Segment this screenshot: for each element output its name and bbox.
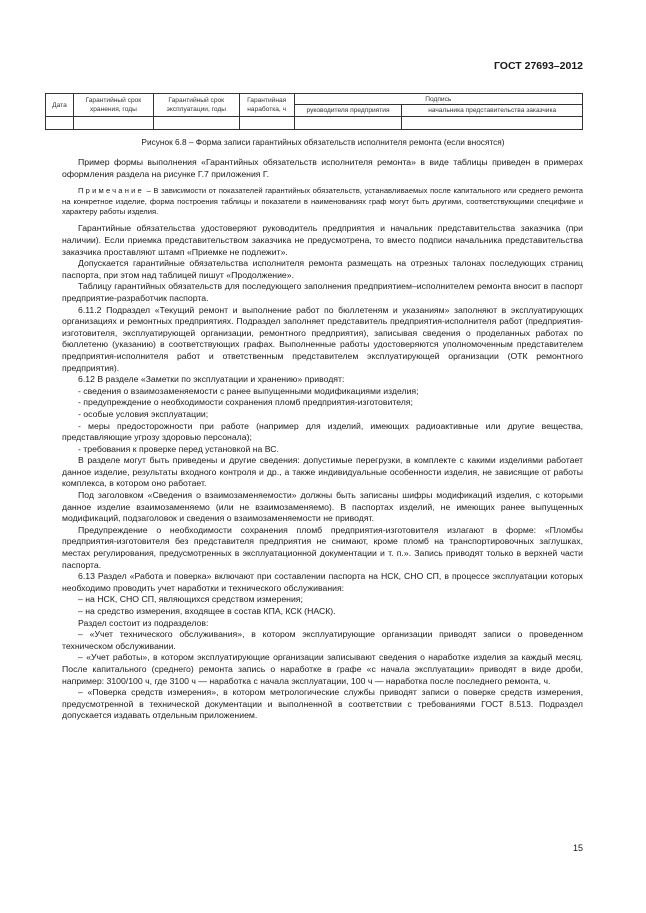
- list-item: – «Учет технического обслуживания», в котором эксплуатирующие организации приводят записи о проведенном техническом обслуживании.: [62, 629, 583, 651]
- paragraph: 6.13 Раздел «Работа и поверка» включают при составлении паспорта на НСК, СНО СП, в процессе эксплуатации которых необходимо проводить учет наработки и технического обслуживания:: [62, 571, 583, 593]
- note-label: Примечание: [78, 186, 144, 196]
- list-item: - предупреждение о необходимости сохранения пломб предприятия-изготовителя;: [78, 397, 413, 408]
- table-cell: [153, 117, 239, 130]
- table-cell: [239, 117, 294, 130]
- list-item: - сведения о взаимозаменяемости с ранее выпущенными модификациями изделия;: [78, 385, 419, 396]
- paragraph: 6.12 В разделе «Заметки по эксплуатации и хранению» приводят:: [78, 374, 345, 385]
- list-item: – на средство измерения, входящее в состав КПА, КСК (НАСК).: [78, 606, 336, 616]
- list-item: - особые условия эксплуатации;: [78, 408, 209, 419]
- paragraph: Таблицу гарантийных обязательств для последующего заполнения предприятием–исполнителем ремонта вносит в паспорт предприятие-разработчик паспорта.: [62, 281, 583, 303]
- table-cell: [73, 117, 153, 130]
- paragraph: Под заголовком «Сведения о взаимозаменяемости» должны быть записаны шифры модификаций изделия, с которыми данное изделие взаимозаменяемо (или не взаимозаменяемо). В паспортах изделий, не имеющих ранее выпущенных модификаций, подзаголовок и сведения о взаимозаменяемости не приводят.: [62, 490, 583, 524]
- table-cell: [402, 117, 583, 130]
- col-date-header: Дата: [46, 94, 74, 117]
- body-text: [62, 157, 583, 722]
- list-item: – «Поверка средств измерения», в котором метрологические службы приводят записи о поверке средств измерения, предусмотренной в технической документации и выполненной в соответствии с требованиями ГОСТ 8.513. Подраздел допускается издавать отдельным приложением.: [62, 687, 583, 721]
- col-storage-header: Гарантийный срок хранения, годы: [73, 94, 153, 117]
- note: [62, 186, 583, 217]
- paragraph: Гарантийные обязательства удостоверяют руководитель предприятия и начальник представительства заказчика (при наличии). Если приемка представительством заказчика не предусмотрена, то вместо подписи начальника представительства заказчика проставляют штамп «Приемке не подлежит».: [62, 223, 583, 257]
- table-cell: [294, 117, 402, 130]
- page-number: 15: [572, 843, 583, 853]
- col-operation-header: Гарантийный срок эксплуатации, годы: [153, 94, 239, 117]
- paragraph: Предупреждение о необходимости сохранения пломб предприятия-изготовителя излагают в форме: «Пломбы предприятия-изготовителя без представителя предприятия не снимают, кроме пломб на транспортировочных заглушках, местах регулирования, предусмотренных в эксплуатационной документации и т. п.». Запись приводят только в верхней части паспорта.: [62, 524, 583, 570]
- list-item: - требования к проверке перед установкой на ВС.: [78, 443, 279, 454]
- col-sig-customer-header: начальника представительства заказчика: [402, 105, 583, 117]
- figure-caption: Рисунок 6.8 – Форма записи гарантийных обязательств исполнителя ремонта (если вносятся): [141, 137, 505, 147]
- standard-header: ГОСТ 27693–2012: [493, 60, 583, 72]
- list-item: - меры предосторожности при работе (например для изделий, имеющих радиоактивные или другие вещества, представляющие угрозу здоровью персонала);: [62, 420, 583, 443]
- list-item: – «Учет работы», в котором эксплуатирующие организации записывают сведения о наработке изделия за каждый месяц. После капитального (среднего) ремонта запись о наработке в графе «с начала эксплуатации» приводят в виде дроби, например: 3100/100 ч, где 3100 ч — наработка с начала эксплуатации, 100 ч — наработка после последнего ремонта, ч.: [62, 652, 583, 686]
- col-signature-header: Подпись: [294, 94, 582, 105]
- note-text: – В зависимости от показателей гарантийных обязательств, устанавливаемых после капитального или среднего ремонта на конкретное изделие, форма построения таблицы и показатели в наименованиях граф могут быть другими, соответствующими специфике и характеру работы изделия.: [62, 186, 583, 216]
- table-row: [46, 117, 583, 130]
- paragraph: Допускается гарантийные обязательства исполнителя ремонта размещать на отрезных талонах последующих страниц паспорта, при этом над таблицей пишут «Продолжение».: [62, 258, 583, 280]
- warranty-form-table: [45, 93, 583, 130]
- table-cell: [46, 117, 74, 130]
- col-hours-header: Гарантийная наработка, ч: [239, 94, 294, 117]
- paragraph: В разделе могут быть приведены и другие сведения: допустимые перегрузки, в комплекте с какими изделиями работает данное изделие, результаты входного контроля и др., а также индивидуальные особенности изделия, не зависящие от работы комплекса, в котором оно работает.: [62, 455, 583, 489]
- paragraph: 6.11.2 Подраздел «Текущий ремонт и выполнение работ по бюллетеням и указаниям» заполняют в эксплуатирующих организациях и ремонтных предприятиях. Подраздел заполняет представитель предприятия-исполнителя работ (предприятия-изготовителя, эксплуатирующей организации, ремонтного предприятия), записывая сведения о проделанных работах по бюллетеню (указанию) в соответствующих графах. Выполненные работы удостоверяются уполномоченным представителем предприятия-исполнителя работ и ответственным представителем эксплуатирующей организации (ОТК ремонтного предприятия).: [62, 304, 583, 373]
- col-sig-manager-header: руководителя предприятия: [294, 105, 402, 117]
- paragraph: Пример формы выполнения «Гарантийных обязательств исполнителя ремонта» в виде таблицы приведен в примерах оформления раздела на рисунке Г.7 приложения Г.: [62, 157, 583, 179]
- list-item: – на НСК, СНО СП, являющихся средством измерения;: [78, 594, 303, 605]
- paragraph: Раздел состоит из подразделов:: [78, 617, 209, 628]
